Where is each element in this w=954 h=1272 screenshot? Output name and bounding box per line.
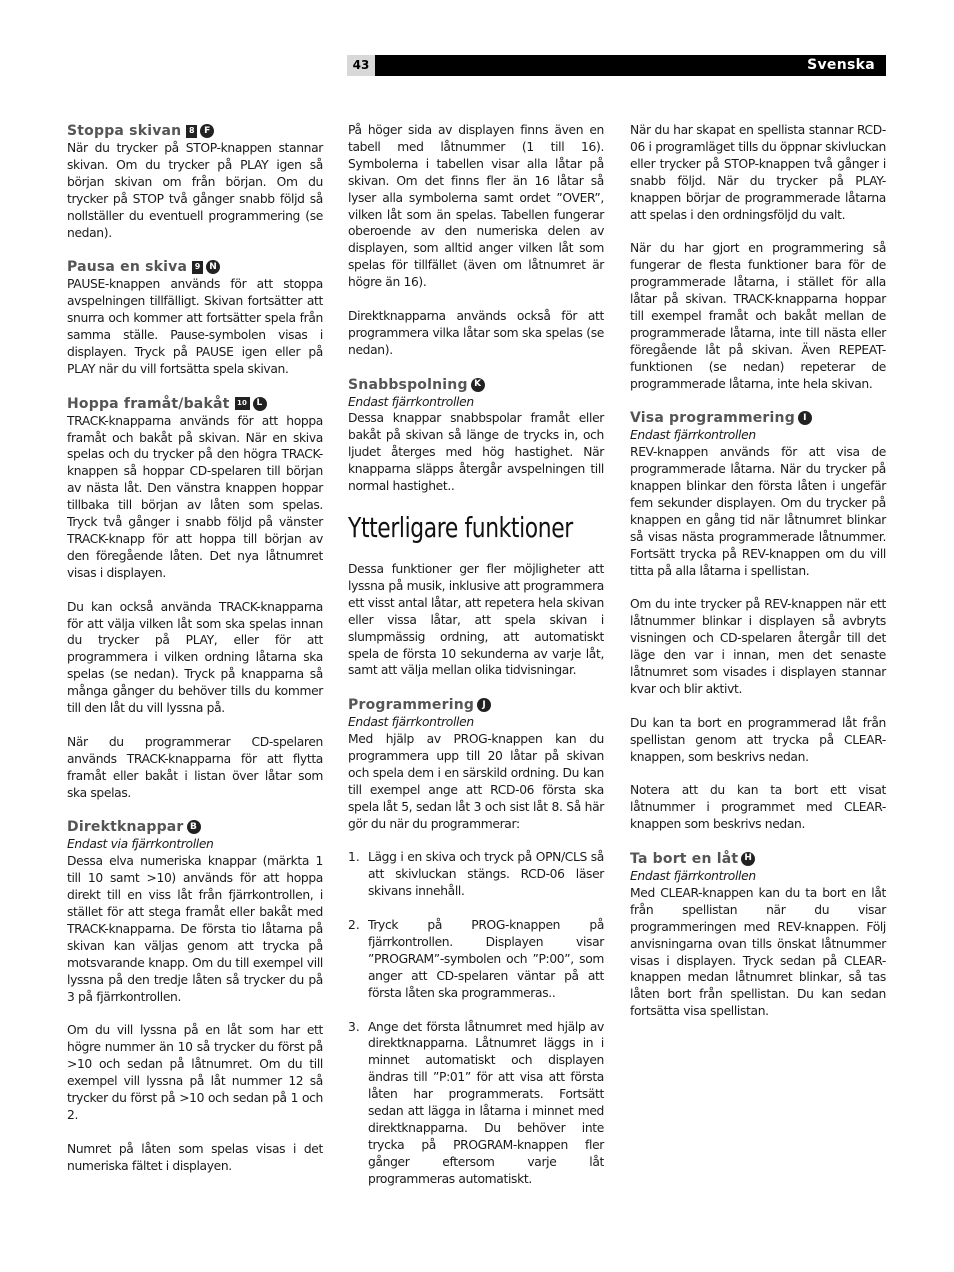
language-label: Svenska	[807, 57, 875, 73]
subtitle: Endast fjärrkontrollen	[348, 715, 474, 730]
paragraph: Med CLEAR-knappen kan du ta bort en låt från spellistan när du visar programmeringen med REV-knappen. Följ anvisningarna ovan tills önskat låtnummer visas i displayen. Tryck sedan på CLEAR-knappen medan låtnumret blinkar, så tas låten bort från spellistan. Du kan sedan fortsätta visa spellistan.	[630, 885, 886, 1019]
subtitle: Endast fjärrkontrollen	[348, 394, 474, 409]
remote-letter-icon: J	[477, 698, 491, 712]
heading-skip: Hoppa framåt/bakåt 10 L	[67, 395, 323, 413]
heading-clear: Ta bort en låt H	[630, 850, 886, 868]
paragraph: Du kan också använda TRACK-knapparna för att välja vilken låt som ska spelas innan du trycker på PLAY, eller för att programmera i vilken ordning låtarna ska spelas (se nedan). Tryck på knapparna så många gånger du behöver tills du kommer till den låt du vill lyssna på.	[67, 599, 323, 716]
paragraph: Dessa funktioner ger fler möjligheter att lyssna på musik, inklusive att programmera ett visst antal låtar, att repetera hela skivan eller vissa låtar, att spela skivan i slumpmässig ordning, att automatiskt spela de första 10 sekunderna av varje låt, samt att välja mellan olika tidvisningar.	[348, 562, 604, 678]
paragraph: Dessa elva numeriska knappar (märkta 1 till 10 samt >10) används för att hoppa direkt till en viss låt från fjärrkontrollen, i stället för att stega framåt eller bakåt med TRACK-knapparna. De första tio låtarna på skivan kan väljas genom att trycka på motsvarande knapp. Om du till exempel vill lyssna på den tredje låten så trycker du på 3 på fjärrkontrollen.	[67, 854, 323, 1004]
section-title: Ytterligare funktioner	[348, 511, 573, 544]
paragraph: Notera att du kan ta bort ett visat låtnummer i programmet med CLEAR-knappen som beskrivs nedan.	[630, 783, 886, 832]
remote-letter-icon: N	[206, 260, 220, 274]
paragraph: REV-knappen används för att visa de programmerade låtarna. När du trycker på knappen blinkar den första låten i ungefär fem sekunder displayen. Om du trycker på knappen en gång tid när låtnumret blinkar så visas nästa programmerade låtnummer. Fortsätt trycka på REV-knappen om du vill titta på alla låtarna i spellistan.	[630, 445, 886, 578]
heading-programming: Programmering J	[348, 696, 604, 714]
paragraph: När du har skapat en spellista stannar RCD-06 i programläget tills du öppnar skivluckan eller trycker på STOP-knappen två gånger i snabb följd. När du trycker på PLAY-knappen börjar de programmerade låtarna att spelas i den ordningsföljd du valt.	[630, 123, 886, 222]
page-number: 43	[347, 55, 375, 76]
heading-review: Visa programmering I	[630, 409, 886, 427]
paragraph: Om du inte trycker på REV-knappen när ett låtnummer blinkar i displayen så avbryts visningen och CD-spelaren återgår till det läge den var i innan, men det senaste låtnumret som visades i displayen stannar kvar och blir aktivt.	[630, 597, 886, 696]
paragraph: Dessa knappar snabbspolar framåt eller bakåt på skivan så länge de trycks in, och ljudet återges med hög hastighet. När knapparna släpps återgår avspelningen till normal hastighet..	[348, 411, 604, 494]
list-item: 1. Lägg i en skiva och tryck på OPN/CLS så att skivluckan stängs. RCD-06 läser skivans innehåll.	[348, 850, 604, 899]
page-header-bar	[347, 55, 886, 76]
subtitle: Endast fjärrkontrollen	[630, 868, 756, 883]
button-number-icon: 8	[186, 125, 197, 138]
paragraph: När du har gjort en programmering så fungerar de flesta funktioner bara för de programmerade låtarna, i stället för alla låtar på skivan. TRACK-knapparna hoppar till exempel framåt och bakåt mellan de programmerade låtarna, inte till nästa eller föregående låt på skivan. Även REPEAT-funktionen (se nedan) repeterar de programmerade låtarna, inte hela skivan.	[630, 241, 886, 391]
remote-letter-icon: L	[253, 397, 267, 411]
button-number-icon: 10	[235, 397, 250, 410]
paragraph: På höger sida av displayen finns även en tabell med låtnummer (1 till 16). Symbolerna i tabellen visar alla låtar på skivan. Om det finns fler än 16 låtar så lyser alla symbolerna samt ordet ”OVER”, vilken låt som än spelas. Tabellen fungerar oberoende av den numeriska delen av displayen, som alltid anger vilken låt som spelas för tillfället (även om låtnumret är högre än 16).	[348, 123, 604, 290]
heading-pause: Pausa en skiva 9 N	[67, 258, 323, 276]
subtitle: Endast via fjärrkontrollen	[67, 837, 214, 852]
remote-letter-icon: K	[471, 378, 485, 392]
list-item: 3. Ange det första låtnumret med hjälp av direktknapparna. Låtnumret läggs in i minnet automatiskt och displayen ändras till ”P:01” för att visa att första låten har programmerats. Fortsätt sedan att lägga in låtarna i minnet med direktknapparna. Du behöver inte trycka på PROGRAM-knappen fler gånger eftersom varje låt programmeras automatiskt.	[348, 1019, 604, 1186]
paragraph: Du kan ta bort en programmerad låt från spellistan genom att trycka på CLEAR-knappen, som beskrivs nedan.	[630, 715, 886, 764]
remote-letter-icon: I	[798, 411, 812, 425]
remote-letter-icon: B	[187, 820, 201, 834]
list-item: 2. Tryck på PROG-knappen på fjärrkontrollen. Displayen visar ”PROGRAM”-symbolen och ”P:00”, som anger att CD-spelaren väntar på att första låten ska programmeras..	[348, 918, 604, 1000]
heading-fast: Snabbspolning K	[348, 376, 604, 394]
paragraph: Med hjälp av PROG-knappen kan du programmera upp till 20 låtar på skivan och spela dem i en särskild ordning. Du kan till exempel ange att RCD-06 första ska spela låt 5, sedan låt 3 och sist låt 8. Så här gör du när du programmerar:	[348, 732, 604, 831]
heading-direct: Direktknappar B	[67, 818, 323, 836]
paragraph: TRACK-knapparna används för att hoppa framåt och bakåt på skivan. När en skiva spelas och du trycker på den högra TRACK-knappen så hoppar CD-spelaren till början av nästa låt. Den vänstra knappen hoppar tillbaka till början av låten som spelas. Tryck två gånger i snabb följd på vänster TRACK-knapp för att hoppa till början av den föregående låten. Det nya låtnumret visas i displayen.	[67, 413, 323, 580]
button-number-icon: 9	[192, 261, 203, 274]
paragraph: Direktknapparna används också för att programmera vilka låtar som ska spelas (se nedan).	[348, 308, 604, 357]
paragraph: PAUSE-knappen används för att stoppa avspelningen tillfälligt. Skivan fortsätter att snurra och kommer att fortsätter spela från samma ställe. Pause-symbolen visas i displayen. Tryck på PAUSE igen eller på PLAY när du vill fortsätta spela skivan.	[67, 277, 323, 376]
subtitle: Endast fjärrkontrollen	[630, 428, 756, 443]
remote-letter-icon: H	[741, 852, 755, 866]
heading-stop: Stoppa skivan 8 F	[67, 122, 323, 140]
paragraph: Numret på låten som spelas visas i det numeriska fältet i displayen.	[67, 1141, 323, 1173]
numbered-list	[348, 849, 604, 1187]
remote-letter-icon: F	[200, 124, 214, 138]
paragraph: När du programmerar CD-spelaren används TRACK-knapparna för att flytta framåt eller bakåt i listan över låtar som ska spelas.	[67, 734, 323, 800]
column-1	[67, 122, 323, 1174]
column-3	[630, 122, 886, 1020]
paragraph: När du trycker på STOP-knappen stannar skivan. Om du trycker på PLAY igen så början skivan om från början. Om du trycker på STOP två gånger snabb följd så nollställer du eventuell programmering (se nedan).	[67, 141, 323, 240]
paragraph: Om du vill lyssna på en låt som har ett högre nummer än 10 så trycker du först på >10 och sedan på låtnumret. Om du till exempel vill lyssna på låt nummer 12 så trycker du först på >10 och sedan på 1 och 2.	[67, 1023, 323, 1122]
column-2	[348, 122, 604, 1188]
